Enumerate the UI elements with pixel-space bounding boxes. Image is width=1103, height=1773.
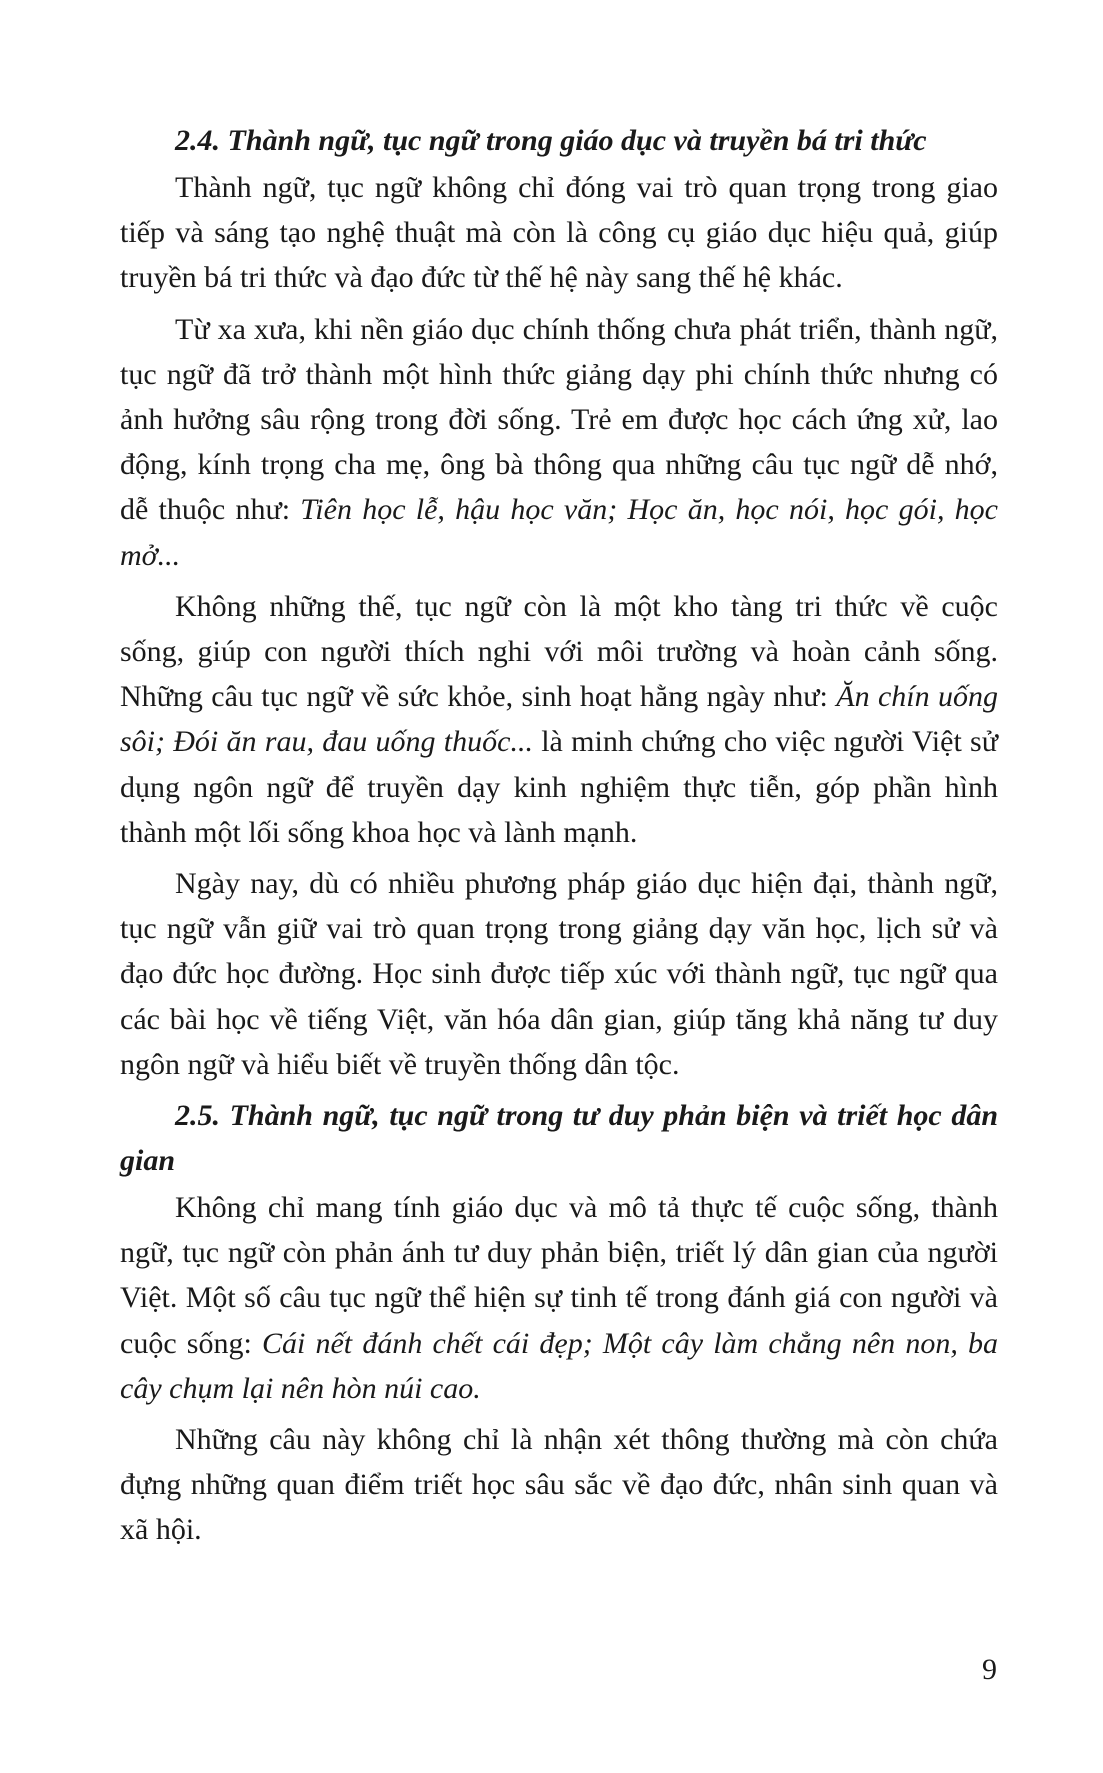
paragraph-2-5-2: Những câu này không chỉ là nhận xét thông thường mà còn chứa đựng những quan điểm triết học sâu sắc về đạo đức, nhân sinh quan và xã hội. xyxy=(120,1423,998,1547)
paragraph-2-4-4: Ngày nay, dù có nhiều phương pháp giáo dục hiện đại, thành ngữ, tục ngữ vẫn giữ vai trò quan trọng trong giảng dạy văn học, lịch sử và đạo đức học đường. Học sinh được tiếp xúc với thành ngữ, tục ngữ qua các bài học về tiếng Việt, văn hóa dân gian, giúp tăng khả năng tư duy ngôn ngữ và hiểu biết về truyền thống dân tộc. xyxy=(120,867,998,1081)
paragraph-2-5-1 xyxy=(120,1185,998,1411)
paragraph-text: là minh chứng cho việc người Việt sử dụng ngôn ngữ để truyền dạy kinh nghiệm thực tiễn, góp phần hình thành một lối sống khoa học và lành mạnh. xyxy=(120,725,998,849)
proverb-quote: Ăn chín uống sôi; Đói ăn rau, đau uống thuốc... xyxy=(120,680,998,759)
section-heading-2-5: 2.5. Thành ngữ, tục ngữ trong tư duy phản biện và triết học dân gian xyxy=(120,1099,998,1178)
paragraph-2-4-2 xyxy=(120,307,998,578)
paragraph-2-4-1: Thành ngữ, tục ngữ không chỉ đóng vai trò quan trọng trong giao tiếp và sáng tạo nghệ thuật mà còn là công cụ giáo dục hiệu quả, giúp truyền bá tri thức và đạo đức từ thế hệ này sang thế hệ khác. xyxy=(120,171,998,295)
section-heading-2-4: 2.4. Thành ngữ, tục ngữ trong giáo dục và truyền bá tri thức xyxy=(175,124,927,157)
proverb-quote: Tiên học lễ, hậu học văn; Học ăn, học nói, học gói, học mở... xyxy=(120,493,998,572)
paragraph-text: Từ xa xưa, khi nền giáo dục chính thống chưa phát triển, thành ngữ, tục ngữ đã trở thành một hình thức giảng dạy phi chính thức nhưng có ảnh hưởng sâu rộng trong đời sống. Trẻ em được học cách ứng xử, lao động, kính trọng cha mẹ, ông bà thông qua những câu tục ngữ dễ nhớ, dễ thuộc như: xyxy=(120,312,998,527)
page-body xyxy=(120,118,998,1559)
proverb-quote: Cái nết đánh chết cái đẹp; Một cây làm chẳng nên non, ba cây chụm lại nên hòn núi cao. xyxy=(120,1326,998,1405)
paragraph-text: Không chỉ mang tính giáo dục và mô tả thực tế cuộc sống, thành ngữ, tục ngữ còn phản ánh tư duy phản biện, triết lý dân gian của người Việt. Một số câu tục ngữ thể hiện sự tinh tế trong đánh giá con người và cuộc sống: xyxy=(120,1191,998,1360)
paragraph-2-4-3 xyxy=(120,584,998,855)
paragraph-text: Không những thế, tục ngữ còn là một kho tàng tri thức về cuộc sống, giúp con người thích nghi với môi trường và hoàn cảnh sống. Những câu tục ngữ về sức khỏe, sinh hoạt hằng ngày như: xyxy=(120,589,998,714)
page-number: 9 xyxy=(982,1653,997,1686)
